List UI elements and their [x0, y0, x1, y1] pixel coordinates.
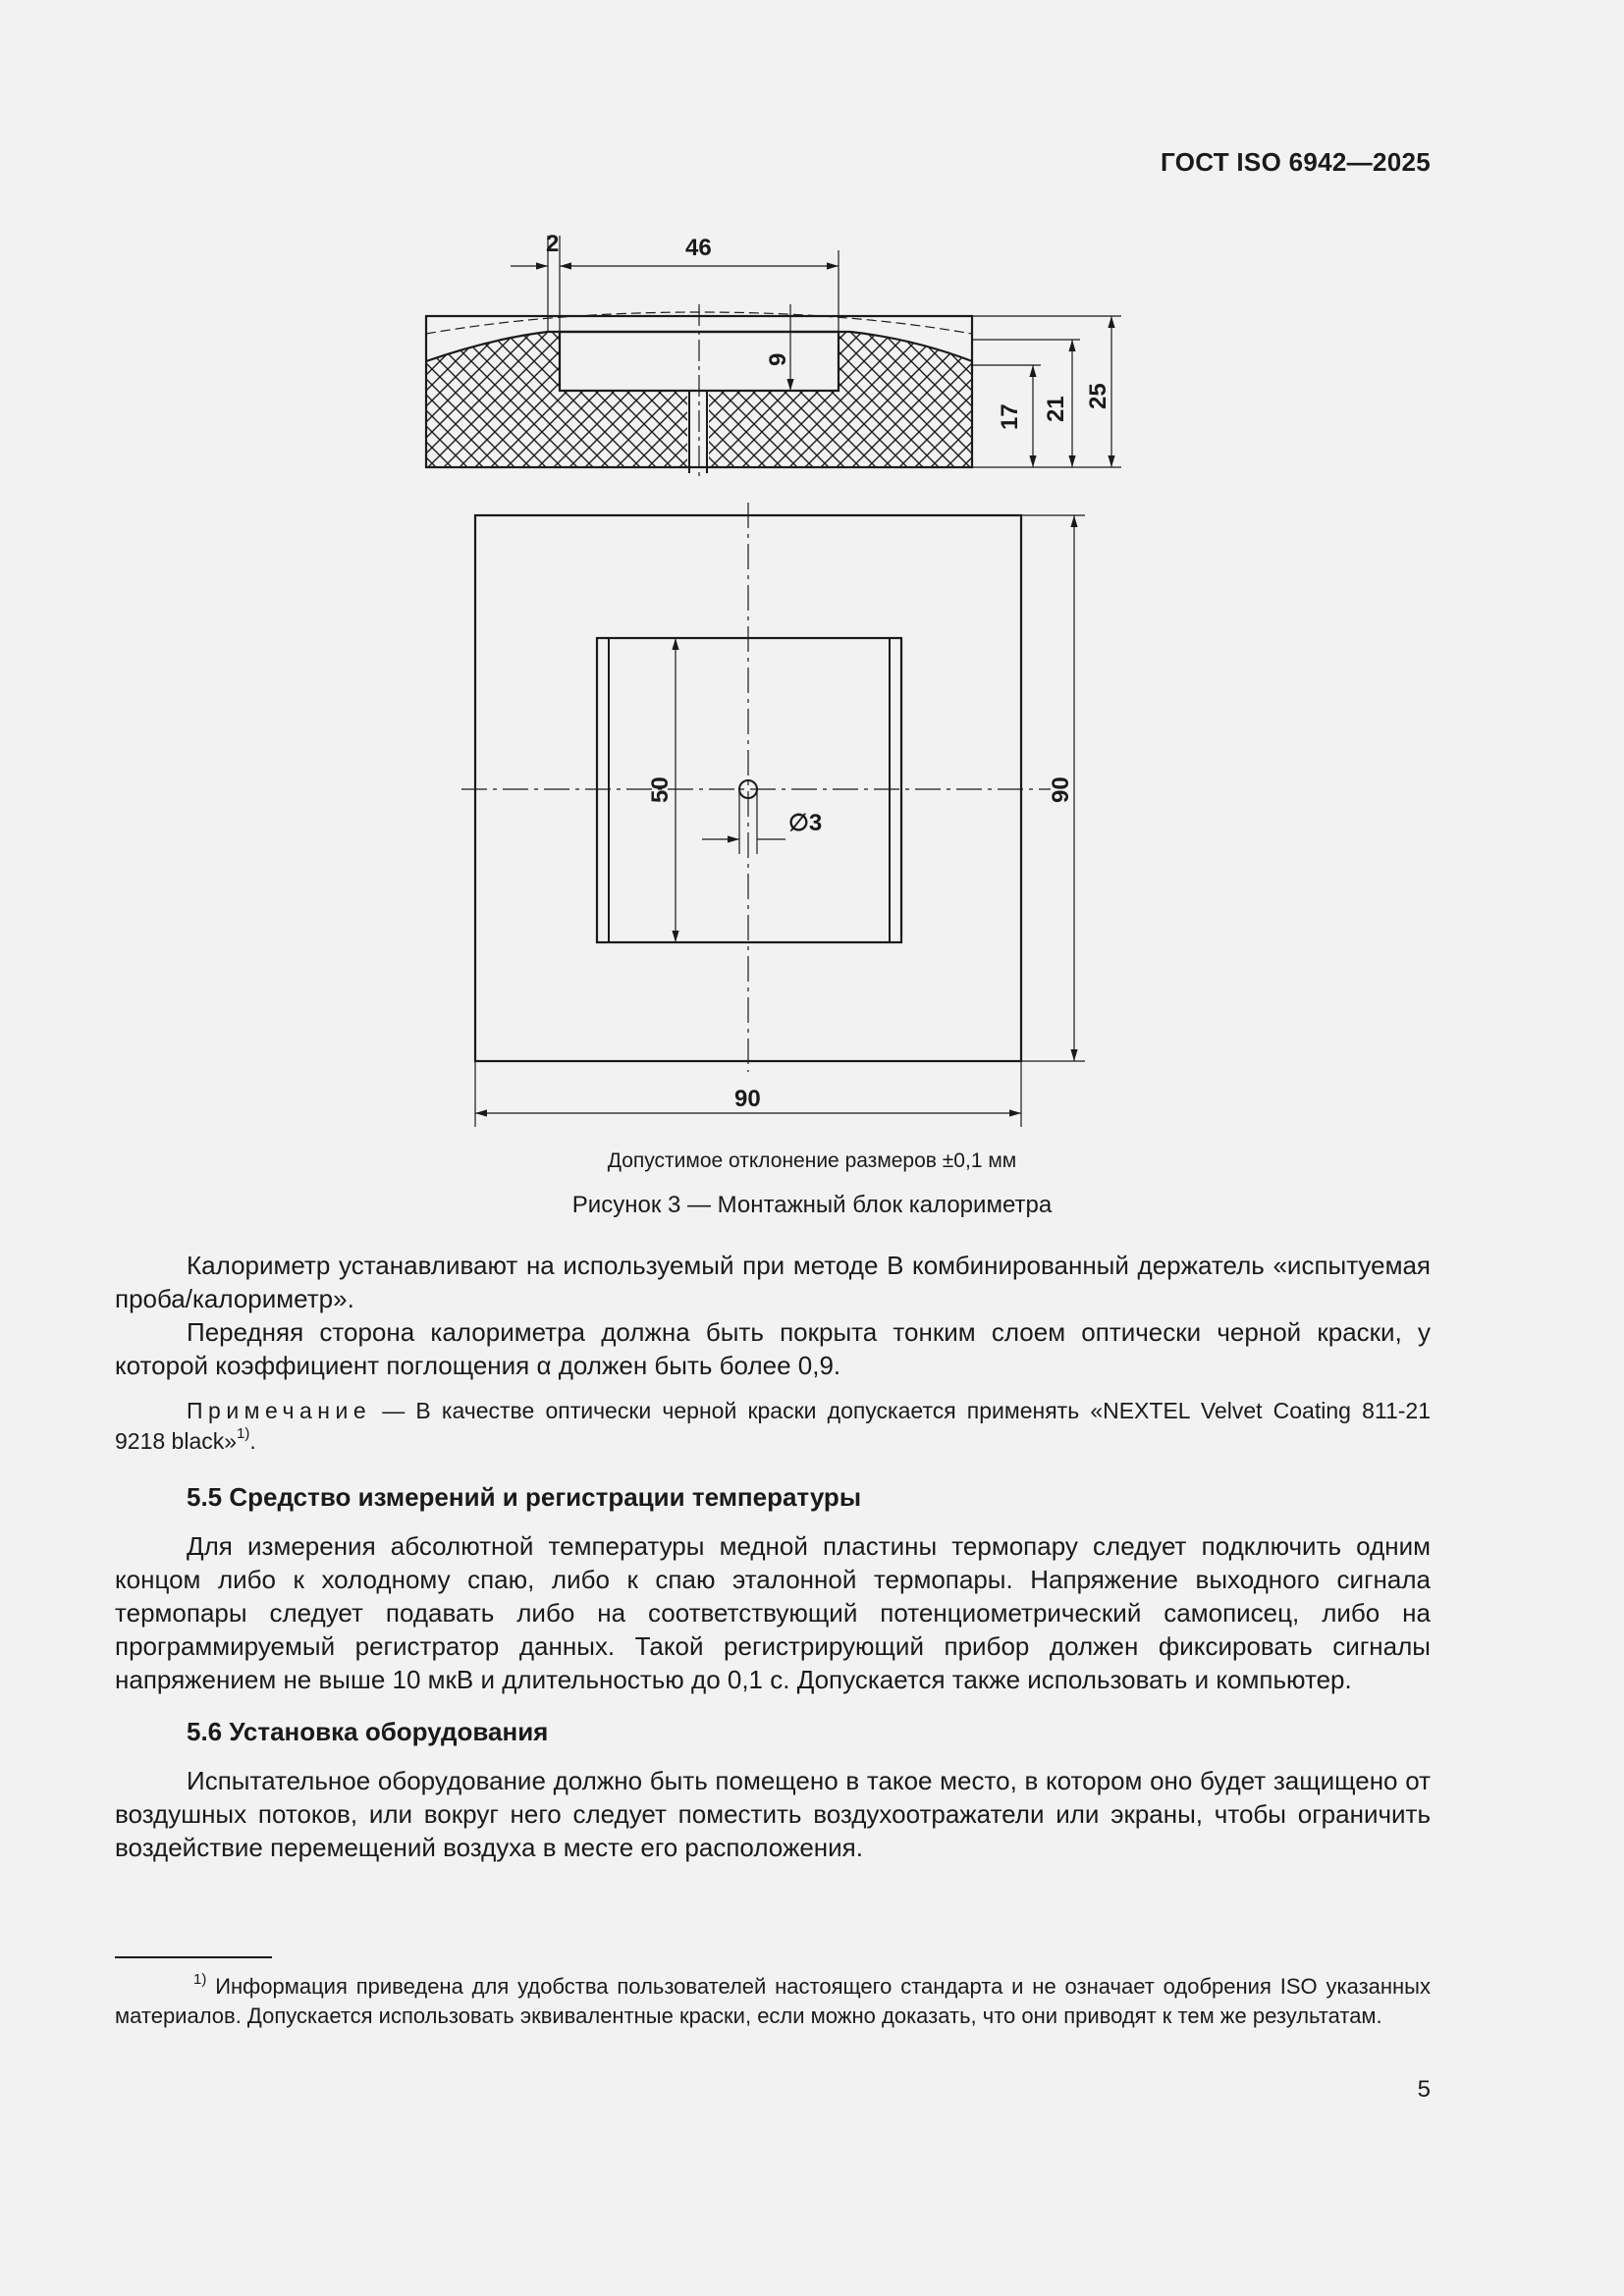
page-number: 5: [1417, 2076, 1431, 2103]
dim-label-50: 50: [647, 776, 674, 803]
technical-drawing: [412, 221, 1129, 1163]
section-slot-gap: [689, 391, 707, 467]
paragraph-equipment-installation: Испытательное оборудование должно быть помещено в такое место, в котором оно будет защищено от воздушных потоков, или вокруг него следует поместить воздухоотражатели или экраны, чтобы ограничить воздействие перемещений воздуха в месте его расположения.: [115, 1766, 1431, 1862]
dim-label-17: 17: [997, 403, 1023, 430]
dim-label-diameter: ∅3: [788, 810, 823, 836]
paragraph-black-coating: Передняя сторона калориметра должна быть покрыта тонким слоем оптически черной краски, у которой коэффициент поглощения α должен быть более 0,9.: [115, 1317, 1431, 1380]
plan-view: [461, 503, 1085, 1127]
section-5-6-body: [115, 1764, 1431, 1864]
dim-label-2: 2: [546, 231, 560, 257]
figure-tolerance-note: Допустимое отклонение размеров ±0,1 мм: [607, 1149, 1017, 1172]
note-text: — В качестве оптически черной краски допускается применять «NEXTEL Velvet Coating 811-21 9218 black»: [115, 1398, 1431, 1454]
dim-label-90-vertical: 90: [1048, 776, 1074, 803]
footnote-text: Информация приведена для удобства пользователей настоящего стандарта и не означает одобрения ISO указанных материалов. Допускается использовать эквивалентные краски, если можно доказать, что они приводят к тем же результатам.: [115, 1974, 1431, 2028]
paragraph-calorimeter-mount: Калориметр устанавливают на используемый при методе В комбинированный держатель «испытуемая проба/калориметр».: [115, 1251, 1431, 1313]
footnote-separator: [115, 1956, 272, 1958]
figure-caption: Рисунок 3 — Монтажный блок калориметра: [571, 1192, 1053, 1218]
section-title-5-5: 5.5 Средство измерений и регистрации температуры: [187, 1482, 862, 1512]
footnote: [115, 1972, 1431, 2031]
dim-label-25: 25: [1085, 383, 1111, 409]
footnote-marker: 1): [193, 1970, 207, 1988]
note-prefix: Примечание: [187, 1398, 372, 1423]
note: Примечание — В качестве оптически черной краски допускается применять «NEXTEL Velvet Coating 811-21 9218 black»$^{1)}$.: [115, 1398, 1431, 1454]
dim-label-21: 21: [1043, 396, 1069, 422]
inner-plate: [597, 638, 901, 942]
note-block: [115, 1396, 1431, 1457]
dim-label-90-horizontal: 90: [734, 1086, 761, 1112]
document-header: ГОСТ ISO 6942—2025: [1161, 147, 1431, 177]
body-paragraphs: [115, 1249, 1431, 1382]
calorimeter-block-drawing: [412, 221, 1129, 1163]
footnote-ref[interactable]: 1): [237, 1425, 250, 1443]
dim-label-46: 46: [685, 235, 712, 261]
section-title-5-6: 5.6 Установка оборудования: [187, 1717, 549, 1746]
dim-label-9: 9: [765, 352, 791, 366]
section-5-5-body: [115, 1529, 1431, 1696]
paragraph-temperature-measurement: Для измерения абсолютной температуры медной пластины термопару следует подключить одним концом либо к холодному спаю, либо к спаю эталонной термопары. Напряжение выходного сигнала термопары следует подавать либо на соответствующий потенциометрический самописец, либо на программируемый регистратор данных. Такой регистрирующий прибор должен фиксировать сигналы напряжением не выше 10 мкВ и длительностью до 0,1 с. Допускается также использовать и компьютер.: [115, 1531, 1431, 1694]
